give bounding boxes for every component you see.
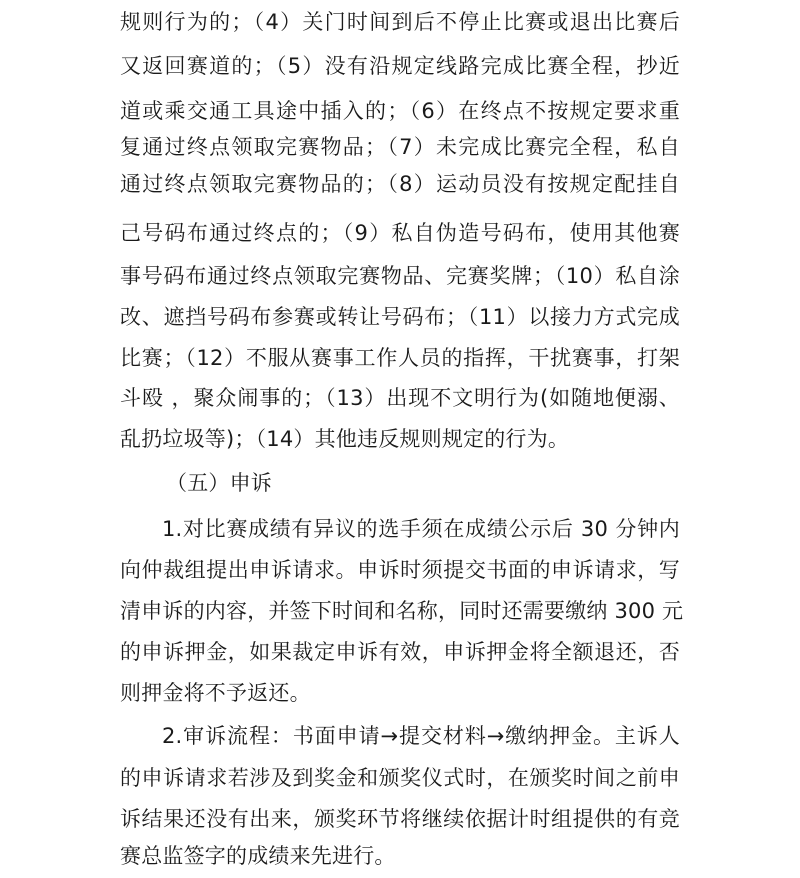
text-line: 通过终点领取完赛物品的；（8）运动员没有按规定配挂自 xyxy=(120,172,680,196)
text-line: 复通过终点领取完赛物品；（7）未完成比赛完全程，私自 xyxy=(120,135,680,159)
text-line: 规则行为的；（4）关门时间到后不停止比赛或退出比赛后 xyxy=(120,10,680,34)
text-line: 则押金将不予返还。 xyxy=(120,681,311,705)
text-line: 诉结果还没有出来，颁奖环节将继续依据计时组提供的有竞 xyxy=(120,807,680,831)
text-line: 的申诉押金，如果裁定申诉有效，申诉押金将全额退还，否 xyxy=(120,640,680,664)
text-line: 事号码布通过终点领取完赛物品、完赛奖牌；（10）私自涂 xyxy=(120,264,680,288)
text-line: 斗殴 ，聚众闹事的；（13）出现不文明行为(如随地便溺、 xyxy=(120,386,680,410)
text-line: 道或乘交通工具途中插入的；（6）在终点不按规定要求重 xyxy=(120,99,680,123)
text-line: 乱扔垃圾等)；（14）其他违反规则规定的行为。 xyxy=(120,427,570,451)
text-line: 改、遮挡号码布参赛或转让号码布；（11）以接力方式完成 xyxy=(120,305,680,329)
text-line: 己号码布通过终点的；（9）私自伪造号码布，使用其他赛 xyxy=(120,221,680,245)
text-line: 又返回赛道的；（5）没有沿规定线路完成比赛全程，抄近 xyxy=(120,54,680,78)
text-line: 比赛；（12）不服从赛事工作人员的指挥，干扰赛事，打架 xyxy=(120,346,680,370)
text-line: 向仲裁组提出申诉请求。申诉时须提交书面的申诉请求，写 xyxy=(120,558,680,582)
section-heading: （五）申诉 xyxy=(166,471,272,495)
text-line: 的申诉请求若涉及到奖金和颁奖仪式时，在颁奖时间之前申 xyxy=(120,766,680,790)
text-line: 清申诉的内容，并签下时间和名称，同时还需要缴纳 300 元 xyxy=(120,599,684,623)
text-line: 2.审诉流程：书面申请→提交材料→缴纳押金。主诉人 xyxy=(162,724,680,748)
text-line: 1.对比赛成绩有异议的选手须在成绩公示后 30 分钟内 xyxy=(162,517,680,541)
text-line: 赛总监签字的成绩来先进行。 xyxy=(120,844,396,868)
